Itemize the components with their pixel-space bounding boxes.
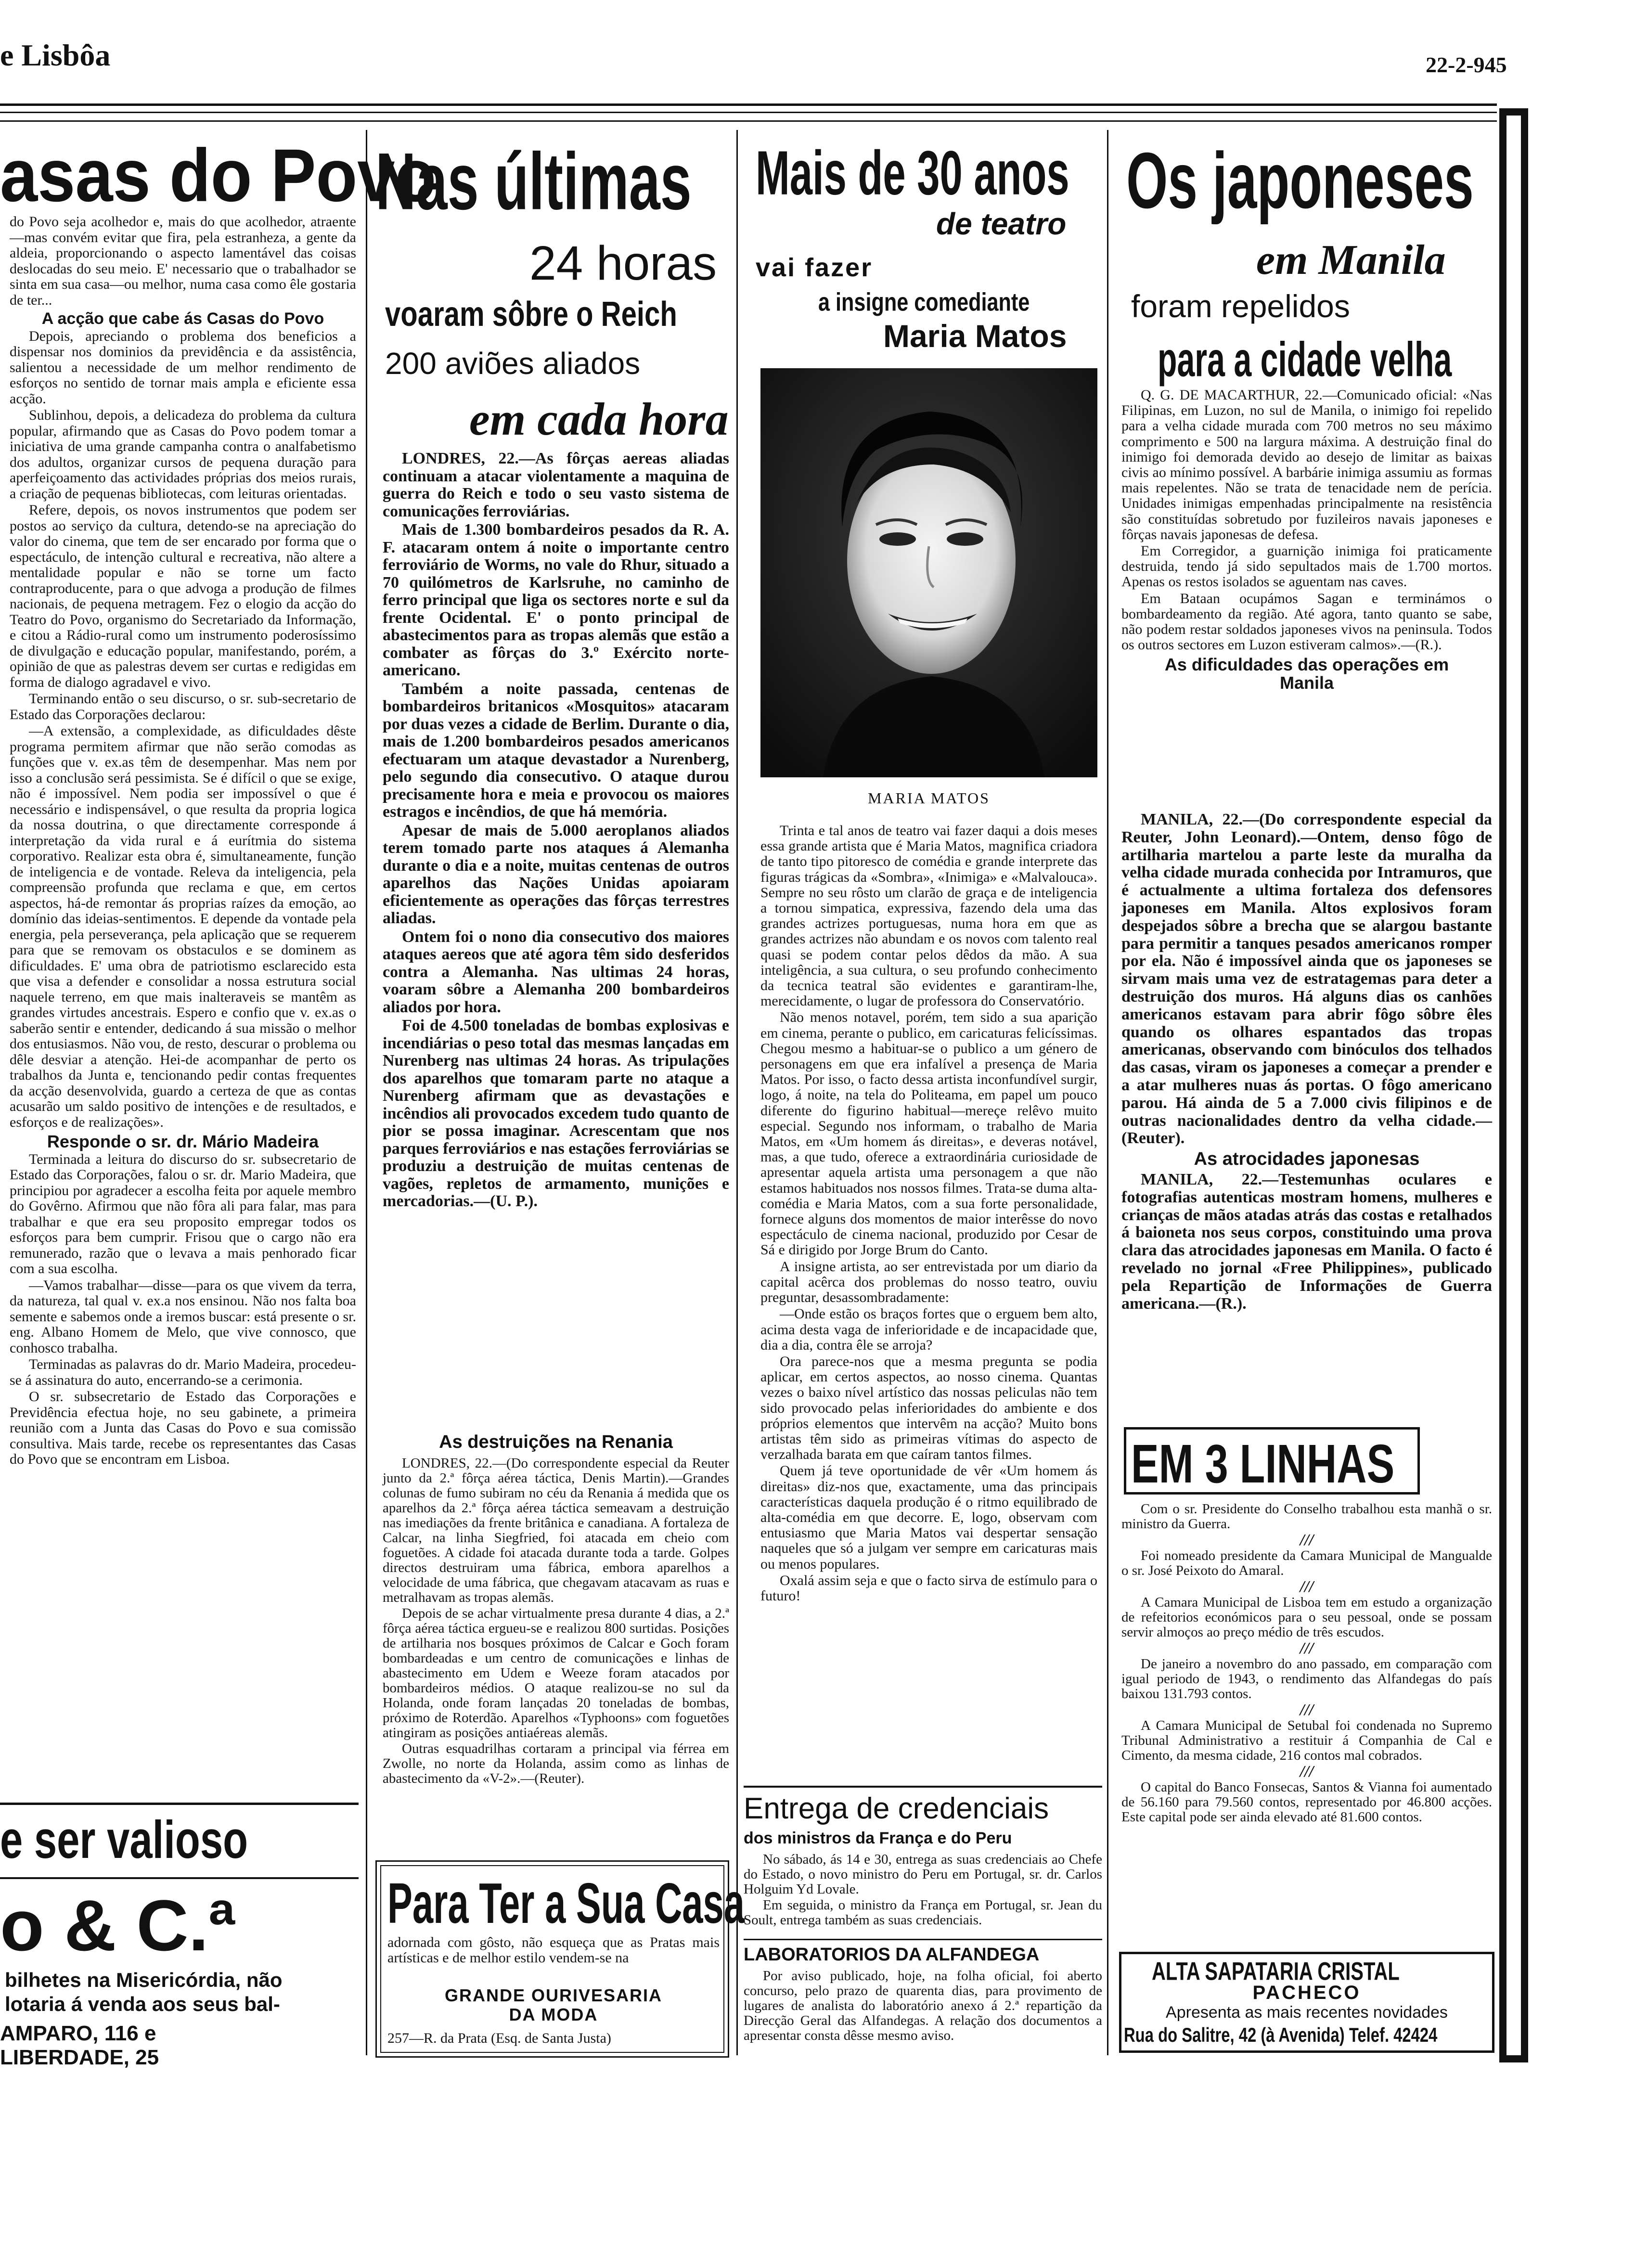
col3-headline-2: de teatro xyxy=(936,206,1067,241)
em3-item: Foi nomeado presidente da Camara Municipal de Mangualde o sr. José Peixoto do Amaral. xyxy=(1121,1548,1492,1578)
col3-rule-2 xyxy=(744,1939,1102,1940)
col4-article xyxy=(1121,387,1492,695)
col1-ad-line: LIBERDADE, 25 xyxy=(0,2046,159,2069)
col4-ad-line-4: Rua do Salitre, 42 (à Avenida) Telef. 42424 xyxy=(1124,2024,1438,2047)
col1-paragraph: do Povo seja acolhedor e, mais do que acolhedor, atraente—mas convém evitar que fira, pela estranheza, a gente da aldeia, proporcionando o aspecto lamentável das coisas deslocadas do seu meio. E' necessario que o trabalhador se sinta em sua casa—ou melhor, numa casa como êle gostaria de ter... xyxy=(10,214,356,308)
col2-paragraph: LONDRES, 22.—As fôrças aereas aliadas continuam a atacar violentamente a maquina de guerra do Reich e todo o seu vasto sistema de comunicações ferroviárias. xyxy=(383,450,729,520)
credentials-subtitle: dos ministros da França e do Peru xyxy=(744,1829,1012,1847)
col4-article-2 xyxy=(1121,811,1492,1314)
em3-separator: /// xyxy=(1300,1578,1314,1596)
col1-paragraph: —A extensão, a complexidade, as dificuldades dêste programa permitem afirmar que não serão comodas as funções que v. ex.as têm de desempenhar. Mas nem por isso a conclusão será pessimista. Se é difícil o que se exige, não é impossível. Nem podia ser impossível o que é necessário e indispensável, o que resulta da propria logica da nossa doutrina, o que directamente corresponde á interpretação da vida rural e á eurítmia do sistema corporativo. Realizar esta obra é, simultaneamente, função de inteligencia e de vontade. Releva da inteligencia, pela compreensão profunda que reclama e que, em certos aspectos, há-de remontar ás proprias raízes da emoção, ao domínio das ideias-sentimentos. E depende da vontade pela energia, pela perseverança, pela aplicação que se requerem para que se removam os obstaculos e se dominem as dificuldades. E' uma obra de patriotismo esclarecido esta que visa a defender e consolidar a nossa estrutura social naquele terreno, em que mais inalteraveis se mantêm as grandes virtudes ancestrais. Espero e confio que v. ex.as o saberão sentir e entender, dedicando á sua missão o melhor dos entusiasmos. Não vou, de resto, descurar o problema ou dêle desviar a atenção. Hei-de acompanhar de perto os trabalhos da Junta e, tencionando pedir contas frequentes da acção desenvolvida, guardo a certeza de que as contas acusarão um saldo positivo de intenções e de resultados, e esforços e de realizações». xyxy=(10,723,356,1130)
col1-paragraph: Refere, depois, os novos instrumentos que podem ser postos ao serviço da cultura, detendo-se na apreciação do valor do cinema, que tem de ser encarado por forma que o espectáculo, de intenção cultural e recreativa, não altere a mentalidade popular e não se torne um facto contraproducente, para o que advoga a produção de filmes nacionais, de pequena metragem. Fez o elogio da acção do Teatro do Povo, organismo do Secretariado da Informação, e citou a Rádio-rural como um instrumento poderosíssimo de divulgação e educação popular, manifestando, porém, a opinião de que as palestras devem ser curtas e redigidas em forma de dialogo agradavel e vivo. xyxy=(10,502,356,690)
col2-ad-address: 257—R. da Prata (Esq. de Santa Justa) xyxy=(387,2030,611,2046)
column-divider-2 xyxy=(736,130,738,2055)
col2-ad-title: Para Ter a Sua Casa xyxy=(387,1871,745,1935)
col3-paragraph: Trinta e tal anos de teatro vai fazer daqui a dois meses essa grande artista que é Maria Matos, magnifica criadora de tanto tipo pitoresco de comédia e grande interprete das figuras trágicas da «Sombra», «Inimiga» e «Malvalouca». Sempre no seu rôsto um clarão de graça e de inteligencia a tornou simpatica, expressiva, fazendo dela uma das grandes actrizes portuguesas, numa hora em que as grandes actrizes não abundam e os novos com talento real quasi se podem contar pelos dêdos da mão. A sua inteligência, a sua cultura, o seu profundo conhecimento da tecnica teatral são evidentes e garantiram-lhe, merecidamente, o lugar de professora do Conservatório. xyxy=(760,823,1097,1009)
col2-paragraph: Foi de 4.500 toneladas de bombas explosivas e incendiárias o peso total das mesmas lançadas em Nurenberg nas ultimas 24 horas. As tripulações dos aparelhos que tomaram parte no ataque a Nurenberg afirmam que as devastações e incêndios ali provocados excedem tudo quanto de pior se possa imaginar. Acrescentam que nos parques ferroviários e nas estações ferroviárias se produziu a destruição de muitas centenas de vagões, repletos de armamento, munições e mercadorias.—(U. P.). xyxy=(383,1017,729,1210)
col3-headline-1: Mais de 30 anos xyxy=(756,138,1069,208)
col2-paragraph: LONDRES, 22.—(Do correspondente especial da Reuter junto da 2.ª fôrça aérea táctica, Denis Martin).—Grandes colunas de fumo subiram no céu da Renania á medida que os aparelhos da 2.ª fôrça aérea táctica semeavam a destruição nas imediações da frente britânica e canadiana. A fortaleza de Calcar, na linha Siegfried, foi atacada em cheio com foguetões. A cidade foi atacada durante toda a tarde. Golpes directos destruiram uma fábrica, embora aparelhos a velocidade de uma fábrica, que chegavam atacavam as ruas e metralhavam as tropas alemãs. xyxy=(383,1456,729,1605)
col4-headline-3: foram repelidos xyxy=(1131,288,1350,324)
portrait-photo xyxy=(760,368,1097,777)
col2-paragraph: Mais de 1.300 bombardeiros pesados da R. A. F. atacaram ontem á noite o importante centro ferroviário de Worms, no vale do Rhur, situado a 70 quilómetros de Karlsruhe, no caminho de ferro principal que liga os sectores norte e sul da frente Ocidental. E' o ponto principal de abastecimentos para as tropas alemãs que estão a combater as fôrças do 3.º Exército norte-americano. xyxy=(383,521,729,679)
col3-paragraph: Oxalá assim seja e que o facto sirva de estímulo para o futuro! xyxy=(760,1572,1097,1604)
em3-item: O capital do Banco Fonsecas, Santos & Vianna foi aumentado de 56.160 para 79.560 contos, representado por 46.800 acções. Este capital pode ser ainda elevado até 81.600 contos. xyxy=(1121,1779,1492,1825)
col2-paragraph: Outras esquadrilhas cortaram a principal via férrea em Zwolle, no norte da Holanda, assim como as linhas de abastecimento da «V-2».—(Reuter). xyxy=(383,1741,729,1786)
col3-paragraph: Não menos notavel, porém, tem sido a sua aparição em cinema, perante o publico, em caricaturas felicíssimas. Chegou mesmo a habituar-se o publico a um género de personagens em que era infalível a presença de Maria Matos. Por isso, o facto dessa artista inconfundível surgir, logo, á noite, na tela do Politeama, em papel um pouco diferente do figurino habitual—mereçe relêvo muito especial. Segundo nos informam, o trabalho de Maria Matos, em «Um homem ás direitas», e deveras notável, mas, a que tudo, oferece a extraordinária curiosidade de apresentar aquela artista uma personagem a que não estamos habituados nos nossos filmes. Trata-se duma alta-comédia e Maria Matos, com a sua forte personalidade, fornece alguns dos momentos de maior interêsse do novo espectáculo de cinema nacional, produzido por Cesar de Sá e dirigido por Jorge Brum do Canto. xyxy=(760,1009,1097,1258)
col2-headline-2: 24 horas xyxy=(529,236,717,290)
col3-article xyxy=(760,823,1097,1605)
laboratory-title: LABORATORIOS DA ALFANDEGA xyxy=(744,1945,1040,1965)
header-rule-2 xyxy=(0,112,1497,113)
col1-subheading-2: Responde o sr. dr. Mário Madeira xyxy=(47,1132,319,1151)
col3-headline-3: vai fazer xyxy=(756,253,873,282)
paper-name: e Lisbôa xyxy=(0,38,111,72)
col3-paragraph: A insigne artista, ao ser entrevistada por um diario da capital acêrca dos problemas do nosso teatro, ouviu preguntar, desassombradamente: xyxy=(760,1258,1097,1306)
em3-separator: /// xyxy=(1300,1639,1314,1657)
col4-ad-line-2: PACHECO xyxy=(1252,1982,1361,2003)
col1-paragraph: Terminada a leitura do discurso do sr. subsecretario de Estado das Corporações, falou o sr. dr. Mario Madeira, que principiou por agradecer a escolha feita por aquele membro do Govêrno. Afirmou que não fôra ali para falar, mas para trabalhar e que era seu proposito empregar todos os esforços para bem cumprir. Frisou que o cargo não era remunerado, razão que o levava a mais penhorado ficar com a sua escolha. xyxy=(10,1151,356,1276)
col2-paragraph: Também a noite passada, centenas de bombardeiros britanicos «Mosquitos» atacaram por duas vezes a cidade de Berlim. Durante o dia, mais de 1.200 bombardeiros pesados americanos efectuaram um ataque devastador a Nurenberg, pelo segundo dia consecutivo. O ataque durou precisamente hora e meia e provocou os maiores estragos e incêndios, de que há memória. xyxy=(383,680,729,821)
laboratory-article xyxy=(744,1969,1102,2044)
col2-headline-3: voaram sôbre o Reich xyxy=(385,294,677,334)
col1-paragraph: —Vamos trabalhar—disse—para os que vivem da terra, da natureza, tal qual v. ex.a nos ensinou. Não nos falta boa semente e sabemos onde a iremos buscar: está presente o sr. eng. Albano Homem de Melo, que vive connosco, que conhosco trabalha. xyxy=(10,1277,356,1356)
header-rule-1 xyxy=(0,103,1497,106)
em3-separator: /// xyxy=(1300,1701,1314,1719)
col4-paragraph: Q. G. DE MACARTHUR, 22.—Comunicado oficial: «Nas Filipinas, em Luzon, no sul de Manila, o inimigo foi repelido para a velha cidade murada com 700 metros no seu máximo comprimento e 500 na largura máxima. A destruição final do inimigo foi demorada devido ao desejo de limitar as baixas civis ao mínimo possível. A barbárie inimiga assumiu as formas mais repelentes. Não se trata de tenacidade nem de perícia. Unidades inimigas empenhadas principalmente na resistência são constituídas sobretudo por fuzileiros navais japoneses e fôrças navais japonesas de defesa. xyxy=(1121,387,1492,542)
col2-headline-4: 200 aviões aliados xyxy=(385,346,641,381)
em3-item: Com o sr. Presidente do Conselho trabalhou esta manhã o sr. ministro da Guerra. xyxy=(1121,1501,1492,1532)
col2-article xyxy=(383,450,729,1211)
col1-ad-line: lotaria á venda aos seus bal- xyxy=(5,1993,280,2015)
em3-item: A Camara Municipal de Lisboa tem em estudo a organização de refeitorios económicos para o seu pessoal, onde se possam servir almoços ao preço médio de três escudos. xyxy=(1121,1595,1492,1640)
credentials-paragraph: No sábado, ás 14 e 30, entrega as suas credenciais ao Chefe do Estado, o novo ministro do Peru em Portugal, sr. dr. Carlos Holguim Yd Lovale. xyxy=(744,1852,1102,1897)
col1-ad-brand: o & C.ª xyxy=(0,1885,235,1966)
col2-headline-1: Nas últimas xyxy=(375,136,692,227)
col2-subheading: As destruições na Renania xyxy=(439,1432,673,1452)
col1-ad xyxy=(0,1810,359,2069)
em3-separator: /// xyxy=(1300,1531,1314,1549)
col4-paragraph: Em Corregidor, a guarnição inimiga foi praticamente destruida, tendo já sido sepultados mais de 1.700 mortos. Apenas os restos isolados se aguentam nas caves. xyxy=(1121,543,1492,590)
col2-ad-text: adornada com gôsto, não esqueça que as Pratas mais artísticas e de melhor estilo vendem-se na xyxy=(387,1934,720,1966)
col4-paragraph: Em Bataan ocupámos Sagan e terminámos o bombardeamento da região. Até agora, tanto quanto se sabe, não podem restar soldados japoneses vivos na peninsula. Todos os outros sectores em Luzon estiveram calmos».—(R.). xyxy=(1121,590,1492,653)
col3-headline-5: Maria Matos xyxy=(883,318,1067,354)
col4-headline-1: Os japoneses xyxy=(1126,136,1474,225)
col4-paragraph: MANILA, 22.—Testemunhas oculares e fotografias autenticas mostram homens, mulheres e crianças de mãos atadas atrás das costas e retalhados á baioneta nos seus corpos, constituindo uma prova clara das atrocidades japonesas em Manila. O facto é revelado no jornal «Free Philippines», publicado pela Repartição de Informações de Guerra americana.—(R.). xyxy=(1121,1170,1493,1313)
credentials-paragraph: Em seguida, o ministro da França em Portugal, sr. Jean du Soult, entrega também as suas credenciais. xyxy=(744,1897,1102,1928)
credentials-article xyxy=(744,1852,1102,1929)
col1-headline: asas do Povo xyxy=(0,134,437,218)
col1-article xyxy=(10,214,356,1469)
col1-paragraph: Depois, apreciando o problema dos beneficios a dispensar nos dominios da previdência e da assistência, salientou a necessidade de um melhor rendimento de esforços no sentido de tornar mais ampla e eficiente essa acção. xyxy=(10,328,356,407)
col4-headline-2: em Manila xyxy=(1256,237,1446,284)
col1-paragraph: Sublinhou, depois, a delicadeza do problema da cultura popular, afirmando que as Casas do Povo podem tomar a iniciativa de uma grande campanha contra o analfabetismo dos adultos, organizar cursos de pequena duração para aperfeiçoamento das actividades próprias dos meios rurais, a criação de pequenas bibliotecas, com leituras orientadas. xyxy=(10,407,356,502)
page-date: 22-2-945 xyxy=(1426,52,1507,77)
em3-item: A Camara Municipal de Setubal foi condenada no Supremo Tribunal Administrativo a restituir á Companhia de Cal e Cimento, da mesma cidade, 216 contos mal cobrados. xyxy=(1121,1718,1492,1763)
col1-paragraph: Terminando então o seu discurso, o sr. sub-secretario de Estado das Corporações declarou: xyxy=(10,691,356,722)
col2-headline-5: em cada hora xyxy=(469,393,729,445)
col1-paragraph: O sr. subsecretario de Estado das Corporações e Previdência efectua hoje, no seu gabinete, a primeira reunião com a Junta das Casas do Povo e sua comissão consultiva. Mais tarde, recebe os representantes das Casas do Povo que se encontram em Lisboa. xyxy=(10,1389,356,1467)
col1-ad-rule-top xyxy=(0,1803,359,1805)
col1-ad-rule-mid xyxy=(0,1877,359,1879)
col2-ad-name-2: DA MODA xyxy=(509,2005,598,2024)
col1-ad-line: AMPARO, 116 e xyxy=(0,2022,156,2045)
em3-separator: /// xyxy=(1300,1763,1314,1780)
col2-paragraph: Apesar de mais de 5.000 aeroplanos aliados terem tomado parte nos ataques á Alemanha durante o dia e a noite, muitas centenas de outros aparelhos das Nações Unidas apoiaram eficientemente as operações das fôrças terrestres aliadas. xyxy=(383,821,729,927)
em3-list xyxy=(1121,1502,1492,1826)
col3-rule-1 xyxy=(744,1786,1102,1788)
col1-ad-title: e ser valioso xyxy=(0,1810,248,1870)
col3-headline-4: a insigne comediante xyxy=(818,288,1030,317)
credentials-title: Entrega de credenciais xyxy=(744,1792,1049,1825)
col4-paragraph: MANILA, 22.—(Do correspondente especial da Reuter, John Leonard).—Ontem, denso fôgo de artilharia martelou a parte leste da muralha da velha cidade murada conhecida por Intramuros, que é actualmente a ultima fortaleza dos defensores japoneses em Manila. Altos explosivos foram despejados sôbre a brecha que se alargou bastante para permitir a tanques pesados americanos romper por ela. Não é impossível ainda que os japoneses se sirvam mais uma vez de estratagemas para deter a destruição dos muros. Há alguns dias os canhões americanos estavam para abrir fôgo sôbre êles quando os olhares espantados das tropas americanas, observando com binóculos dos telhados das casas, viram os japoneses a começar a prender e a atar mulheres nuas ás portas. O fôgo americano parou. Há ainda de 5 a 7.000 civis filipinos e de outras nacionalidades dentro da velha cidade.—(Reuter). xyxy=(1121,811,1492,1147)
col1-subheading-1: A acção que cabe ás Casas do Povo xyxy=(41,309,324,328)
col1-paragraph: Terminadas as palavras do dr. Mario Madeira, procedeu-se á assinatura do auto, encerrando-se a cerimonia. xyxy=(10,1356,356,1388)
header-rule-3 xyxy=(0,120,1497,122)
col4-ad-line-1: ALTA SAPATARIA CRISTAL xyxy=(1152,1957,1400,1985)
col2-article-2 xyxy=(383,1456,729,1787)
col4-subheading-2: As atrocidades japonesas xyxy=(1194,1149,1420,1170)
photo-caption: MARIA MATOS xyxy=(868,789,990,807)
laboratory-paragraph: Por aviso publicado, hoje, na folha oficial, foi aberto concurso, pelo prazo de quarenta dias, para provimento de lugares de analista do laboratório anexo á 2.ª repartição da Direcção Geral das Alfandegas. A relação dos documentos a apresentar consta dêsse mesmo aviso. xyxy=(744,1968,1102,2043)
col3-paragraph: Ora parece-nos que a mesma pregunta se podia aplicar, em certos aspectos, ao nosso cinema. Quantas vezes o baixo nível artístico das nossas peliculas não tem sido provocado pelas inferioridades do ambiente e dos próprios elementos que intervêm na acção? Muito bons artistas têm sido as primeiras vítimas do aspecto de verzalhada barata em que caíram tantos filmes. xyxy=(760,1353,1097,1463)
col4-subheading-1: As dificuldades das operações em Manila xyxy=(1164,655,1449,693)
col3-paragraph: Quem já teve oportunidade de vêr «Um homem ás direitas» diz-nos que, exactamente, uma das principais características daquela produção é o ritmo equilibrado de alta-comédia em que decorre. E, logo, observam com entusiasmo que Maria Matos vai despertar sensação naqueles que só a julgam ver sempre em caricaturas mais ou menos populares. xyxy=(760,1463,1097,1572)
em3-item: De janeiro a novembro do ano passado, em comparação com igual periodo de 1943, o rendimento das Alfandegas do país baixou 131.793 contos. xyxy=(1121,1656,1492,1701)
col4-ad-line-3: Apresenta as mais recentes novidades xyxy=(1166,2003,1448,2022)
col2-paragraph: Ontem foi o nono dia consecutivo dos maiores ataques aereos que até agora têm sido desferidos contra a Alemanha. Nas ultimas 24 horas, voaram sôbre a Alemanha 200 bombardeiros aliados por hora. xyxy=(383,928,729,1016)
column-divider-3 xyxy=(1107,130,1108,2055)
col2-paragraph: Depois de se achar virtualmente presa durante 4 dias, a 2.ª fôrça aérea táctica ergueu-se e realizou 800 surtidas. Posições de artilharia nos bosques próximos de Calcar e Goch foram bombardeadas e um centro de comunicações e linhas de abastecimento em Udem e Weeze foram atacados por bombardeiros médios. O ataque realizou-se no sul da Holanda, onde foram lançadas 20 toneladas de bombas, próximo de Roterdão. Aparelhos «Typhoons» com foguetões atingiram as posições antiaéreas alemãs. xyxy=(383,1606,729,1740)
col1-ad-line: bilhetes na Misericórdia, não xyxy=(5,1969,283,1991)
portrait-illustration xyxy=(760,368,1097,777)
col2-ad-name-1: GRANDE OURIVESARIA xyxy=(444,1985,663,2005)
right-edge-inner xyxy=(1506,116,1521,2055)
column-divider-1 xyxy=(366,130,367,2055)
em3-title: EM 3 LINHAS xyxy=(1131,1433,1395,1495)
col4-headline-4: para a cidade velha xyxy=(1158,333,1452,387)
col3-paragraph: —Onde estão os braços fortes que o erguem bem alto, acima desta vaga de inferioridade e de incapacidade que, dia a dia, contra êle se arroja? xyxy=(760,1306,1097,1353)
